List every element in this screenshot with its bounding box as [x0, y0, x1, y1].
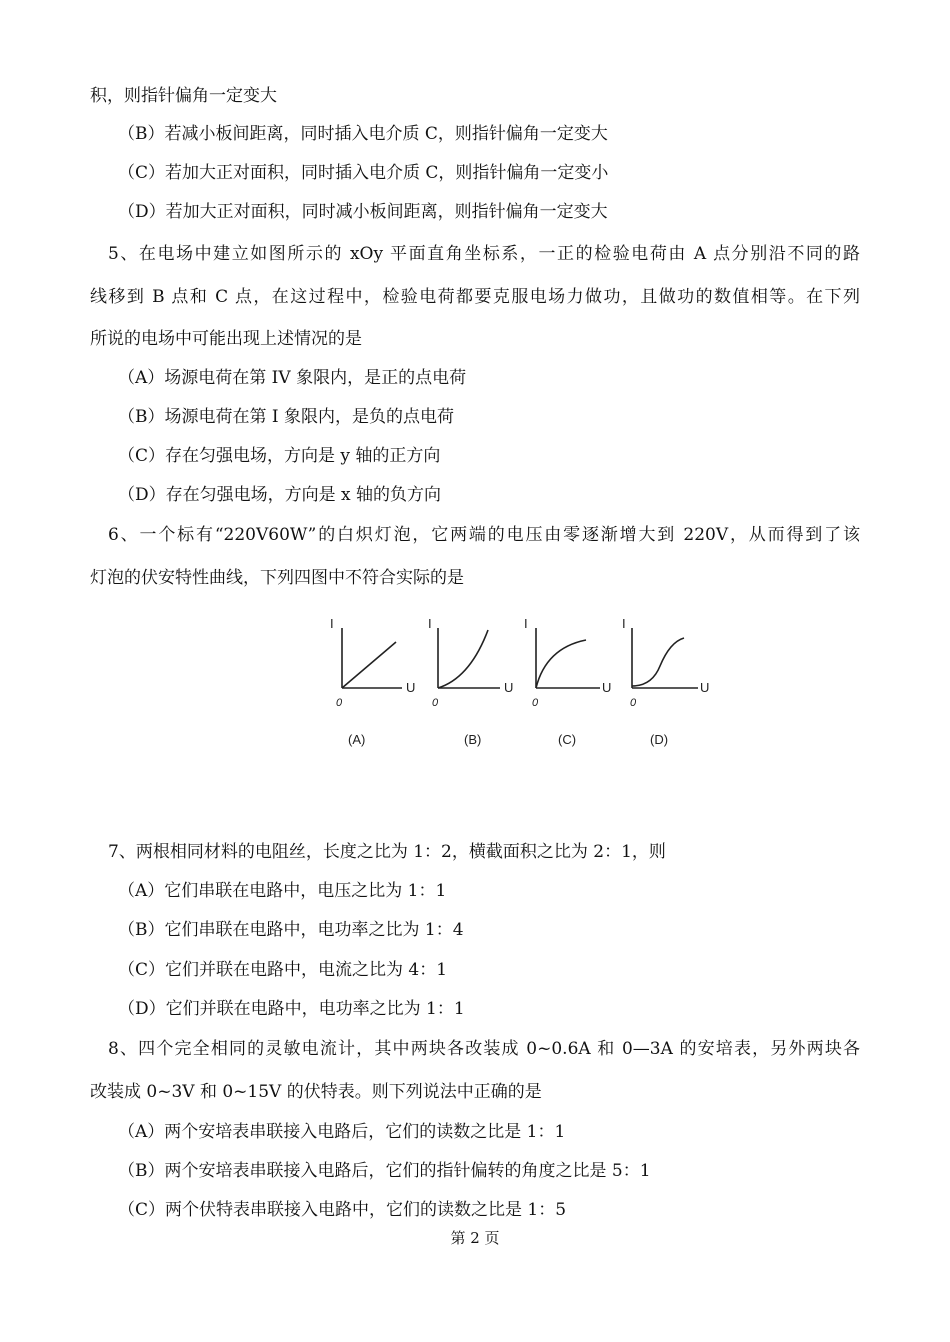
graph-b-y-label: I: [428, 616, 432, 631]
graph-c-caption: (C): [558, 732, 577, 747]
option-c: （C）存在匀强电场，方向是 y 轴的正方向: [118, 446, 441, 466]
graph-a-curve: [342, 642, 396, 688]
graph-d-caption: (D): [650, 732, 669, 747]
graph-d-x-label: U: [700, 680, 710, 695]
option-d: （D）它们并联在电路中，电功率之比为 1：1: [118, 999, 465, 1019]
graph-d-curve: [632, 638, 684, 686]
option-c: （C）两个伏特表串联接入电路中，它们的读数之比是 1：5: [118, 1200, 567, 1220]
text-line: 积，则指针偏角一定变大: [90, 86, 277, 106]
graph-a: [342, 628, 402, 688]
option-a: （A）场源电荷在第 IV 象限内，是正的点电荷: [118, 368, 467, 388]
iv-curves-svg: [320, 608, 720, 758]
option-b: （B）场源电荷在第 I 象限内，是负的点电荷: [118, 407, 455, 427]
graph-c: [536, 628, 600, 688]
graph-a-y-label: I: [330, 616, 334, 631]
graph-c-origin: 0: [532, 697, 539, 709]
iv-curve-figure: [320, 608, 720, 758]
option-b: （B）若减小板间距离，同时插入电介质 C，则指针偏角一定变大: [118, 124, 608, 144]
option-c: （C）它们并联在电路中，电流之比为 4：1: [118, 960, 448, 980]
question-5-stem-cont: 线移到 B 点和 C 点，在这过程中，检验电荷都要克服电场力做功，且做功的数值相等。在下列: [90, 287, 860, 307]
question-6-stem-cont: 灯泡的伏安特性曲线，下列四图中不符合实际的是: [90, 568, 464, 588]
graph-c-x-label: U: [602, 680, 612, 695]
option-c: （C）若加大正对面积，同时插入电介质 C，则指针偏角一定变小: [118, 163, 609, 183]
graph-d-origin: 0: [630, 697, 637, 709]
question-7-stem: 7、两根相同材料的电阻丝，长度之比为 1：2，横截面积之比为 2：1，则: [108, 842, 666, 862]
option-d: （D）存在匀强电场，方向是 x 轴的负方向: [118, 485, 442, 505]
option-b: （B）它们串联在电路中，电功率之比为 1：4: [118, 920, 464, 940]
graph-a-origin: 0: [336, 697, 343, 709]
graph-a-caption: (A): [348, 732, 366, 747]
graph-b-x-label: U: [504, 680, 514, 695]
graph-b-origin: 0: [432, 697, 439, 709]
graph-b: [438, 628, 500, 688]
option-b: （B）两个安培表串联接入电路后，它们的指针偏转的角度之比是 5：1: [118, 1161, 651, 1181]
graph-d: [632, 628, 698, 688]
option-a: （A）它们串联在电路中，电压之比为 1：1: [118, 881, 447, 901]
page-number: 第 2 页: [450, 1229, 500, 1247]
question-8-stem-cont: 改装成 0~3V 和 0~15V 的伏特表。则下列说法中正确的是: [90, 1082, 542, 1102]
graph-a-x-label: U: [406, 680, 416, 695]
graph-d-y-label: I: [622, 616, 626, 631]
option-a: （A）两个安培表串联接入电路后，它们的读数之比是 1：1: [118, 1122, 566, 1142]
question-6-stem: 6、一个标有“220V60W”的白炽灯泡，它两端的电压由零逐渐增大到 220V，从而得到了该: [108, 525, 860, 545]
question-8-stem: 8、四个完全相同的灵敏电流计，其中两块各改装成 0~0.6A 和 0—3A 的安培表，另外两块各: [108, 1039, 860, 1059]
question-5-stem-cont: 所说的电场中可能出现上述情况的是: [90, 329, 362, 349]
question-5-stem: 5、在电场中建立如图所示的 xOy 平面直角坐标系，一正的检验电荷由 A 点分别沿不同的路: [108, 244, 860, 264]
graph-c-curve: [536, 640, 586, 688]
graph-b-caption: (B): [464, 732, 482, 747]
option-d: （D）若加大正对面积，同时减小板间距离，则指针偏角一定变大: [118, 202, 608, 222]
graph-c-y-label: I: [524, 616, 528, 631]
graph-b-curve: [438, 630, 488, 688]
